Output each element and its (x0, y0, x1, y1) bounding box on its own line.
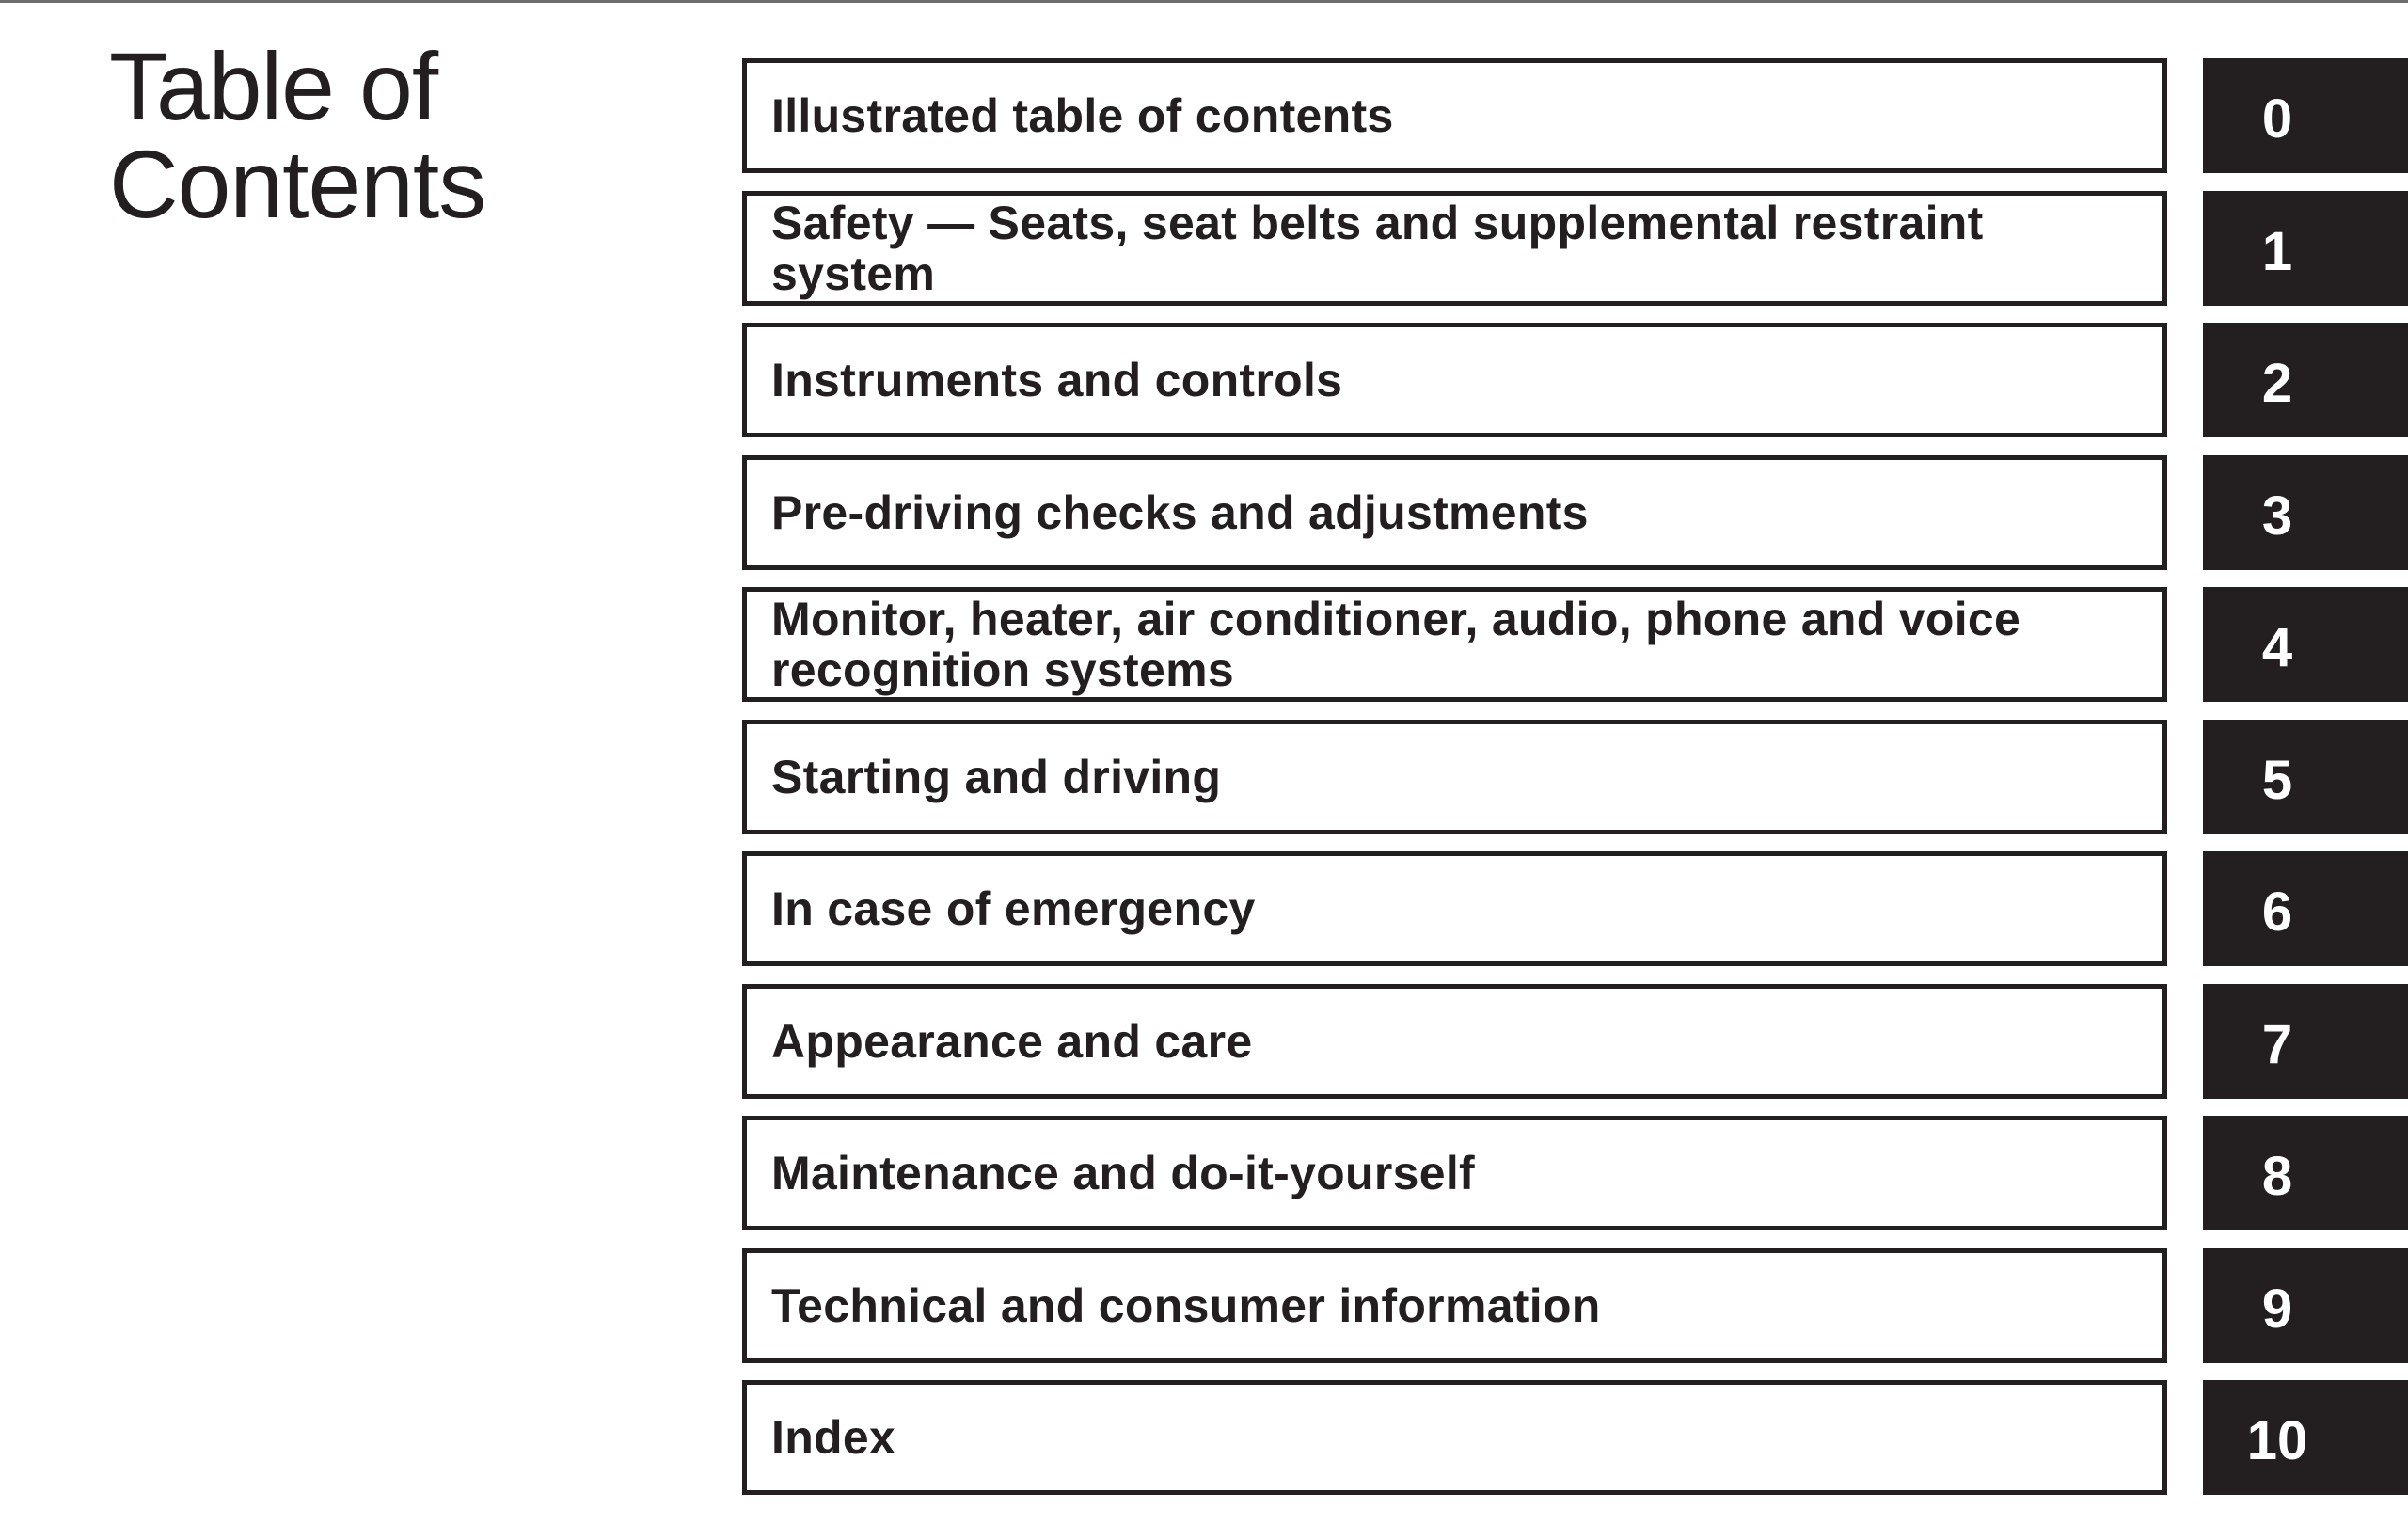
toc-entry[interactable] (742, 851, 2408, 966)
toc-entry[interactable] (742, 191, 2408, 306)
section-tab[interactable] (2203, 720, 2408, 834)
section-number: 4 (2261, 617, 2293, 678)
toc-entry[interactable] (742, 455, 2408, 570)
toc-entry-link[interactable] (742, 455, 2167, 570)
section-number: 0 (2261, 88, 2293, 150)
toc-entry-label: Appearance and care (771, 1014, 1253, 1068)
toc-entry-label: Illustrated table of contents (771, 89, 1394, 142)
section-tab[interactable] (2203, 58, 2408, 173)
toc-entry[interactable] (742, 1116, 2408, 1230)
toc-entry[interactable] (742, 1380, 2408, 1495)
toc-entry-link[interactable] (742, 984, 2167, 1099)
page-title (109, 33, 486, 238)
section-tab[interactable] (2203, 851, 2408, 966)
toc-entry-link[interactable] (742, 1248, 2167, 1363)
section-tab[interactable] (2203, 984, 2408, 1099)
toc-entry-label: Safety — Seats, seat belts and supplemental restraint system (771, 196, 1984, 300)
section-number: 9 (2261, 1278, 2293, 1340)
toc-entry-label: Pre-driving checks and adjustments (771, 485, 1589, 539)
section-tab[interactable] (2203, 323, 2408, 437)
toc-entry-link[interactable] (742, 58, 2167, 173)
toc-entry-label: Index (771, 1411, 896, 1464)
toc-entry-label: In case of emergency (771, 882, 1256, 935)
toc-entry[interactable] (742, 1248, 2408, 1363)
toc-entry-label: Technical and consumer information (771, 1278, 1601, 1332)
page-title-line2: Contents (109, 131, 486, 238)
toc-entry-link[interactable] (742, 1116, 2167, 1230)
section-number: 3 (2261, 484, 2293, 547)
section-number: 2 (2261, 353, 2293, 414)
section-tab[interactable] (2203, 455, 2408, 570)
toc-entry[interactable] (742, 587, 2408, 702)
top-divider (0, 0, 2408, 3)
section-number: 6 (2261, 881, 2293, 943)
section-number: 8 (2261, 1146, 2293, 1207)
section-tab[interactable] (2203, 587, 2408, 702)
section-number: 5 (2261, 749, 2293, 811)
toc-entry-label: Monitor, heater, air conditioner, audio, phone and voice recognition systems (771, 593, 2021, 696)
toc-entry-link[interactable] (742, 191, 2167, 306)
toc-entry[interactable] (742, 323, 2408, 437)
toc-entry-link[interactable] (742, 720, 2167, 834)
toc-entry-link[interactable] (742, 587, 2167, 702)
section-number: 7 (2261, 1013, 2293, 1075)
toc-entry[interactable] (742, 720, 2408, 834)
toc-entry-label: Maintenance and do-it-yourself (771, 1147, 1475, 1199)
section-number: 10 (2246, 1410, 2308, 1471)
toc-entry[interactable] (742, 58, 2408, 173)
toc-entry-link[interactable] (742, 1380, 2167, 1495)
section-tab[interactable] (2203, 1116, 2408, 1230)
section-tab[interactable] (2203, 191, 2408, 306)
page-title-line1: Table of (109, 33, 438, 140)
toc-entry-link[interactable] (742, 323, 2167, 437)
toc-entry-link[interactable] (742, 851, 2167, 966)
toc-entry[interactable] (742, 984, 2408, 1099)
section-number: 1 (2261, 220, 2293, 282)
section-tab[interactable] (2203, 1380, 2408, 1495)
toc-entry-label: Starting and driving (771, 750, 1222, 803)
toc-entry-label: Instruments and controls (771, 354, 1343, 406)
section-tab[interactable] (2203, 1248, 2408, 1363)
